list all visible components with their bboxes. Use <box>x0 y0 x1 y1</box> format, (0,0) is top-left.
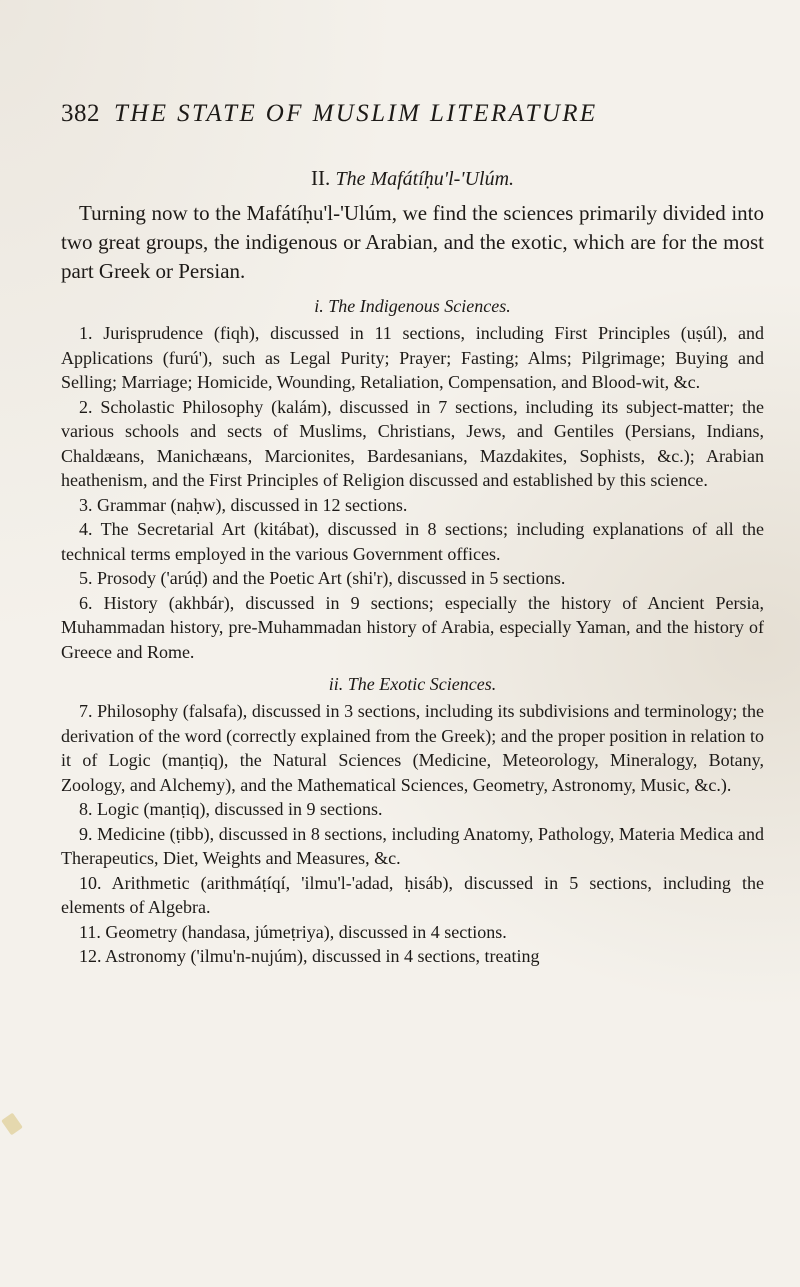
list-item: 1. Jurisprudence (fiqh), discussed in 11 sections, including First Principles (uṣúl), and Applications (furú'), such as Legal Purity; Prayer; Fasting; Alms; Pilgrimage; Buying and Selling; Marriage; Homicide, Wounding, Retaliation, Compensation, and Blood-wit, &c. <box>61 323 764 392</box>
intro-paragraph: Turning now to the Mafátíḥu'l-'Ulúm, we find the sciences primarily divided into two great groups, the indigenous or Arabian, and the exotic, which are for the most part Greek or Persian. <box>61 201 764 283</box>
list-item: 10. Arithmetic (arithmáṭíqí, 'ilmu'l-'adad, ḥisáb), discussed in 5 sections, including the elements of Algebra. <box>61 872 764 917</box>
list-item: 3. Grammar (naḥw), discussed in 12 sections. <box>79 494 408 515</box>
list-item: 9. Medicine (ṭibb), discussed in 8 sections, including Anatomy, Pathology, Materia Medica and Therapeutics, Diet, Weights and Measures, &c. <box>61 823 764 868</box>
indigenous-heading: i. The Indigenous Sciences. <box>314 296 511 316</box>
section-numeral: II. <box>310 166 331 190</box>
running-title: THE STATE OF MUSLIM LITERATURE <box>114 100 598 127</box>
list-item: 7. Philosophy (falsafa), discussed in 3 sections, including its subdivisions and terminology; the derivation of the word (correctly explained from the Greek); and the proper position in relation to it of Logic (manṭiq), the Natural Sciences (Medicine, Meteorology, Mineralogy, Botany, Zoology, and Alchemy), and the Mathematical Sciences, Geometry, Astronomy, Music, &c.). <box>61 701 764 795</box>
list-item: 11. Geometry (handasa, júmeṭriya), discussed in 4 sections. <box>79 921 507 942</box>
list-item: 8. Logic (manṭiq), discussed in 9 sections. <box>79 799 383 819</box>
section-heading <box>61 166 764 191</box>
page-body <box>61 146 764 969</box>
list-item: 4. The Secretarial Art (kitábat), discussed in 8 sections; including explanations of all the technical terms employed in the various Government offices. <box>61 519 764 564</box>
list-item: 2. Scholastic Philosophy (kalám), discussed in 7 sections, including its subject-matter; the various schools and sects of Muslims, Christians, Jews, and Gentiles (Persians, Indians, Chaldæans, Manichæans, Marcionites, Bardesanians, Mazdakites, Sophists, &c.); Arabian heathenism, and the First Principles of Religion discussed and established by this science. <box>61 396 764 490</box>
list-item: 6. History (akhbár), discussed in 9 sections; especially the history of Ancient Persia, Muhammadan history, pre-Muhammadan history of Arabia, especially Yaman, and the history of Greece and Rome. <box>61 592 764 662</box>
running-head <box>61 100 765 128</box>
list-item: 5. Prosody ('arúḍ) and the Poetic Art (shi'r), discussed in 5 sections. <box>79 568 566 588</box>
page-number: 382 <box>61 100 100 127</box>
list-item: 12. Astronomy ('ilmu'n-nujúm), discussed in 4 sections, treating <box>79 946 540 966</box>
paper-stain <box>1 1113 23 1136</box>
exotic-heading: ii. The Exotic Sciences. <box>328 674 497 694</box>
section-title: The Mafátíḥu'l-'Ulúm. <box>335 168 515 190</box>
